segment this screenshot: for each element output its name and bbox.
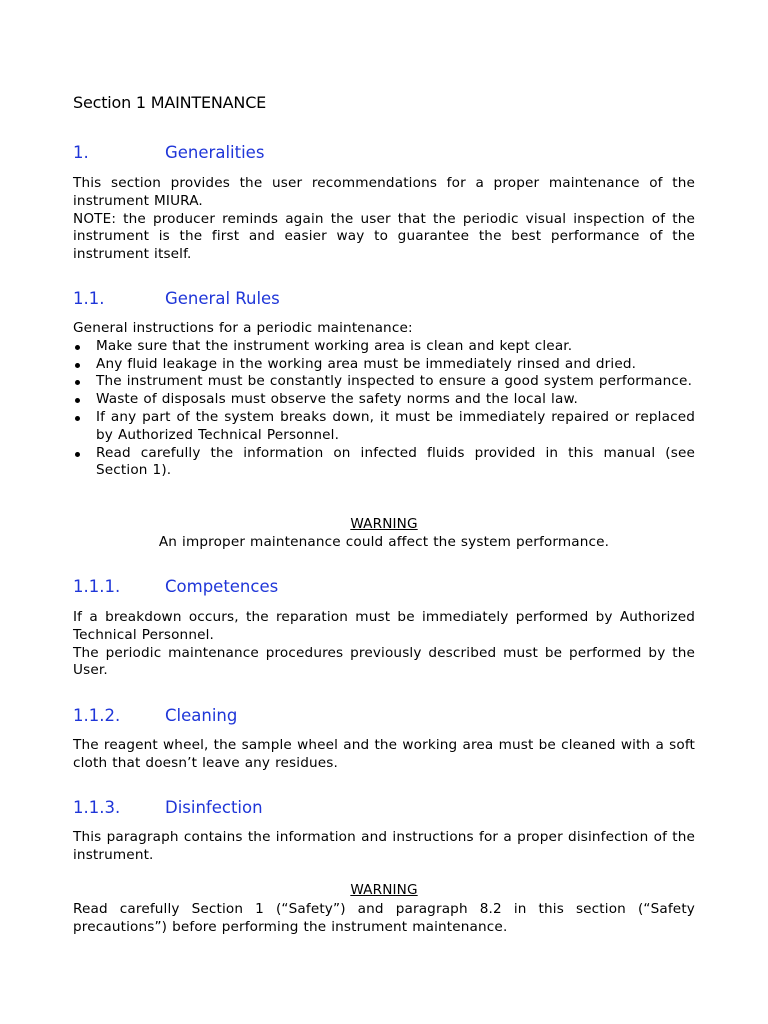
heading-number: 1. xyxy=(73,143,89,162)
heading-text: Cleaning xyxy=(165,706,238,725)
note-paragraph: NOTE: the producer reminds again the user that the periodic visual inspection of the instrument is the first and easier way to guarantee the best performance of the instrument itself. xyxy=(73,210,695,263)
heading-text: Generalities xyxy=(165,143,265,162)
heading-generalities xyxy=(73,143,264,162)
warning-text: Read carefully Section 1 (“Safety”) and paragraph 8.2 in this section (“Safety precautions”) before performing the instrument maintenance. xyxy=(73,901,695,935)
heading-general-rules xyxy=(73,289,280,308)
heading-cleaning xyxy=(73,706,237,725)
disinfection-body xyxy=(73,829,695,865)
intro-text: General instructions for a periodic maintenance: xyxy=(73,320,413,336)
rules-list xyxy=(73,338,695,480)
heading-text: Disinfection xyxy=(165,798,263,817)
cleaning-body xyxy=(73,737,695,773)
list-item: Any fluid leakage in the working area must be immediately rinsed and dried. xyxy=(73,356,695,374)
heading-text: General Rules xyxy=(165,289,280,308)
section-title: Section 1 MAINTENANCE xyxy=(73,93,267,112)
paragraph: This section provides the user recommendations for a proper maintenance of the instrument MIURA. xyxy=(73,175,695,209)
paragraph: This paragraph contains the information and instructions for a proper disinfection of the instrument. xyxy=(73,829,695,863)
list-item: Read carefully the information on infected fluids provided in this manual (see Section 1). xyxy=(73,445,695,481)
paragraph: If a breakdown occurs, the reparation must be immediately performed by Authorized Technical Personnel. xyxy=(73,609,695,643)
paragraph: The reagent wheel, the sample wheel and the working area must be cleaned with a soft cloth that doesn’t leave any residues. xyxy=(73,737,695,771)
list-item: Waste of disposals must observe the safety norms and the local law. xyxy=(73,391,695,409)
list-item: Make sure that the instrument working area is clean and kept clear. xyxy=(73,338,695,356)
heading-disinfection xyxy=(73,798,263,817)
list-item: If any part of the system breaks down, it must be immediately repaired or replaced by Authorized Technical Personnel. xyxy=(73,409,695,445)
warning-text: An improper maintenance could affect the system performance. xyxy=(158,534,610,550)
general-rules-body xyxy=(73,320,695,480)
heading-number: 1.1.3. xyxy=(73,798,121,817)
heading-number: 1.1.1. xyxy=(73,577,121,596)
generalities-body xyxy=(73,175,695,264)
warning-label: WARNING xyxy=(350,882,418,898)
heading-number: 1.1.2. xyxy=(73,706,121,725)
competences-body xyxy=(73,609,695,680)
warning-label: WARNING xyxy=(350,516,418,532)
heading-text: Competences xyxy=(165,577,279,596)
paragraph: The periodic maintenance procedures previously described must be performed by the User. xyxy=(73,644,695,679)
list-item: The instrument must be constantly inspected to ensure a good system performance. xyxy=(73,373,695,391)
heading-competences xyxy=(73,577,278,596)
heading-number: 1.1. xyxy=(73,289,105,308)
